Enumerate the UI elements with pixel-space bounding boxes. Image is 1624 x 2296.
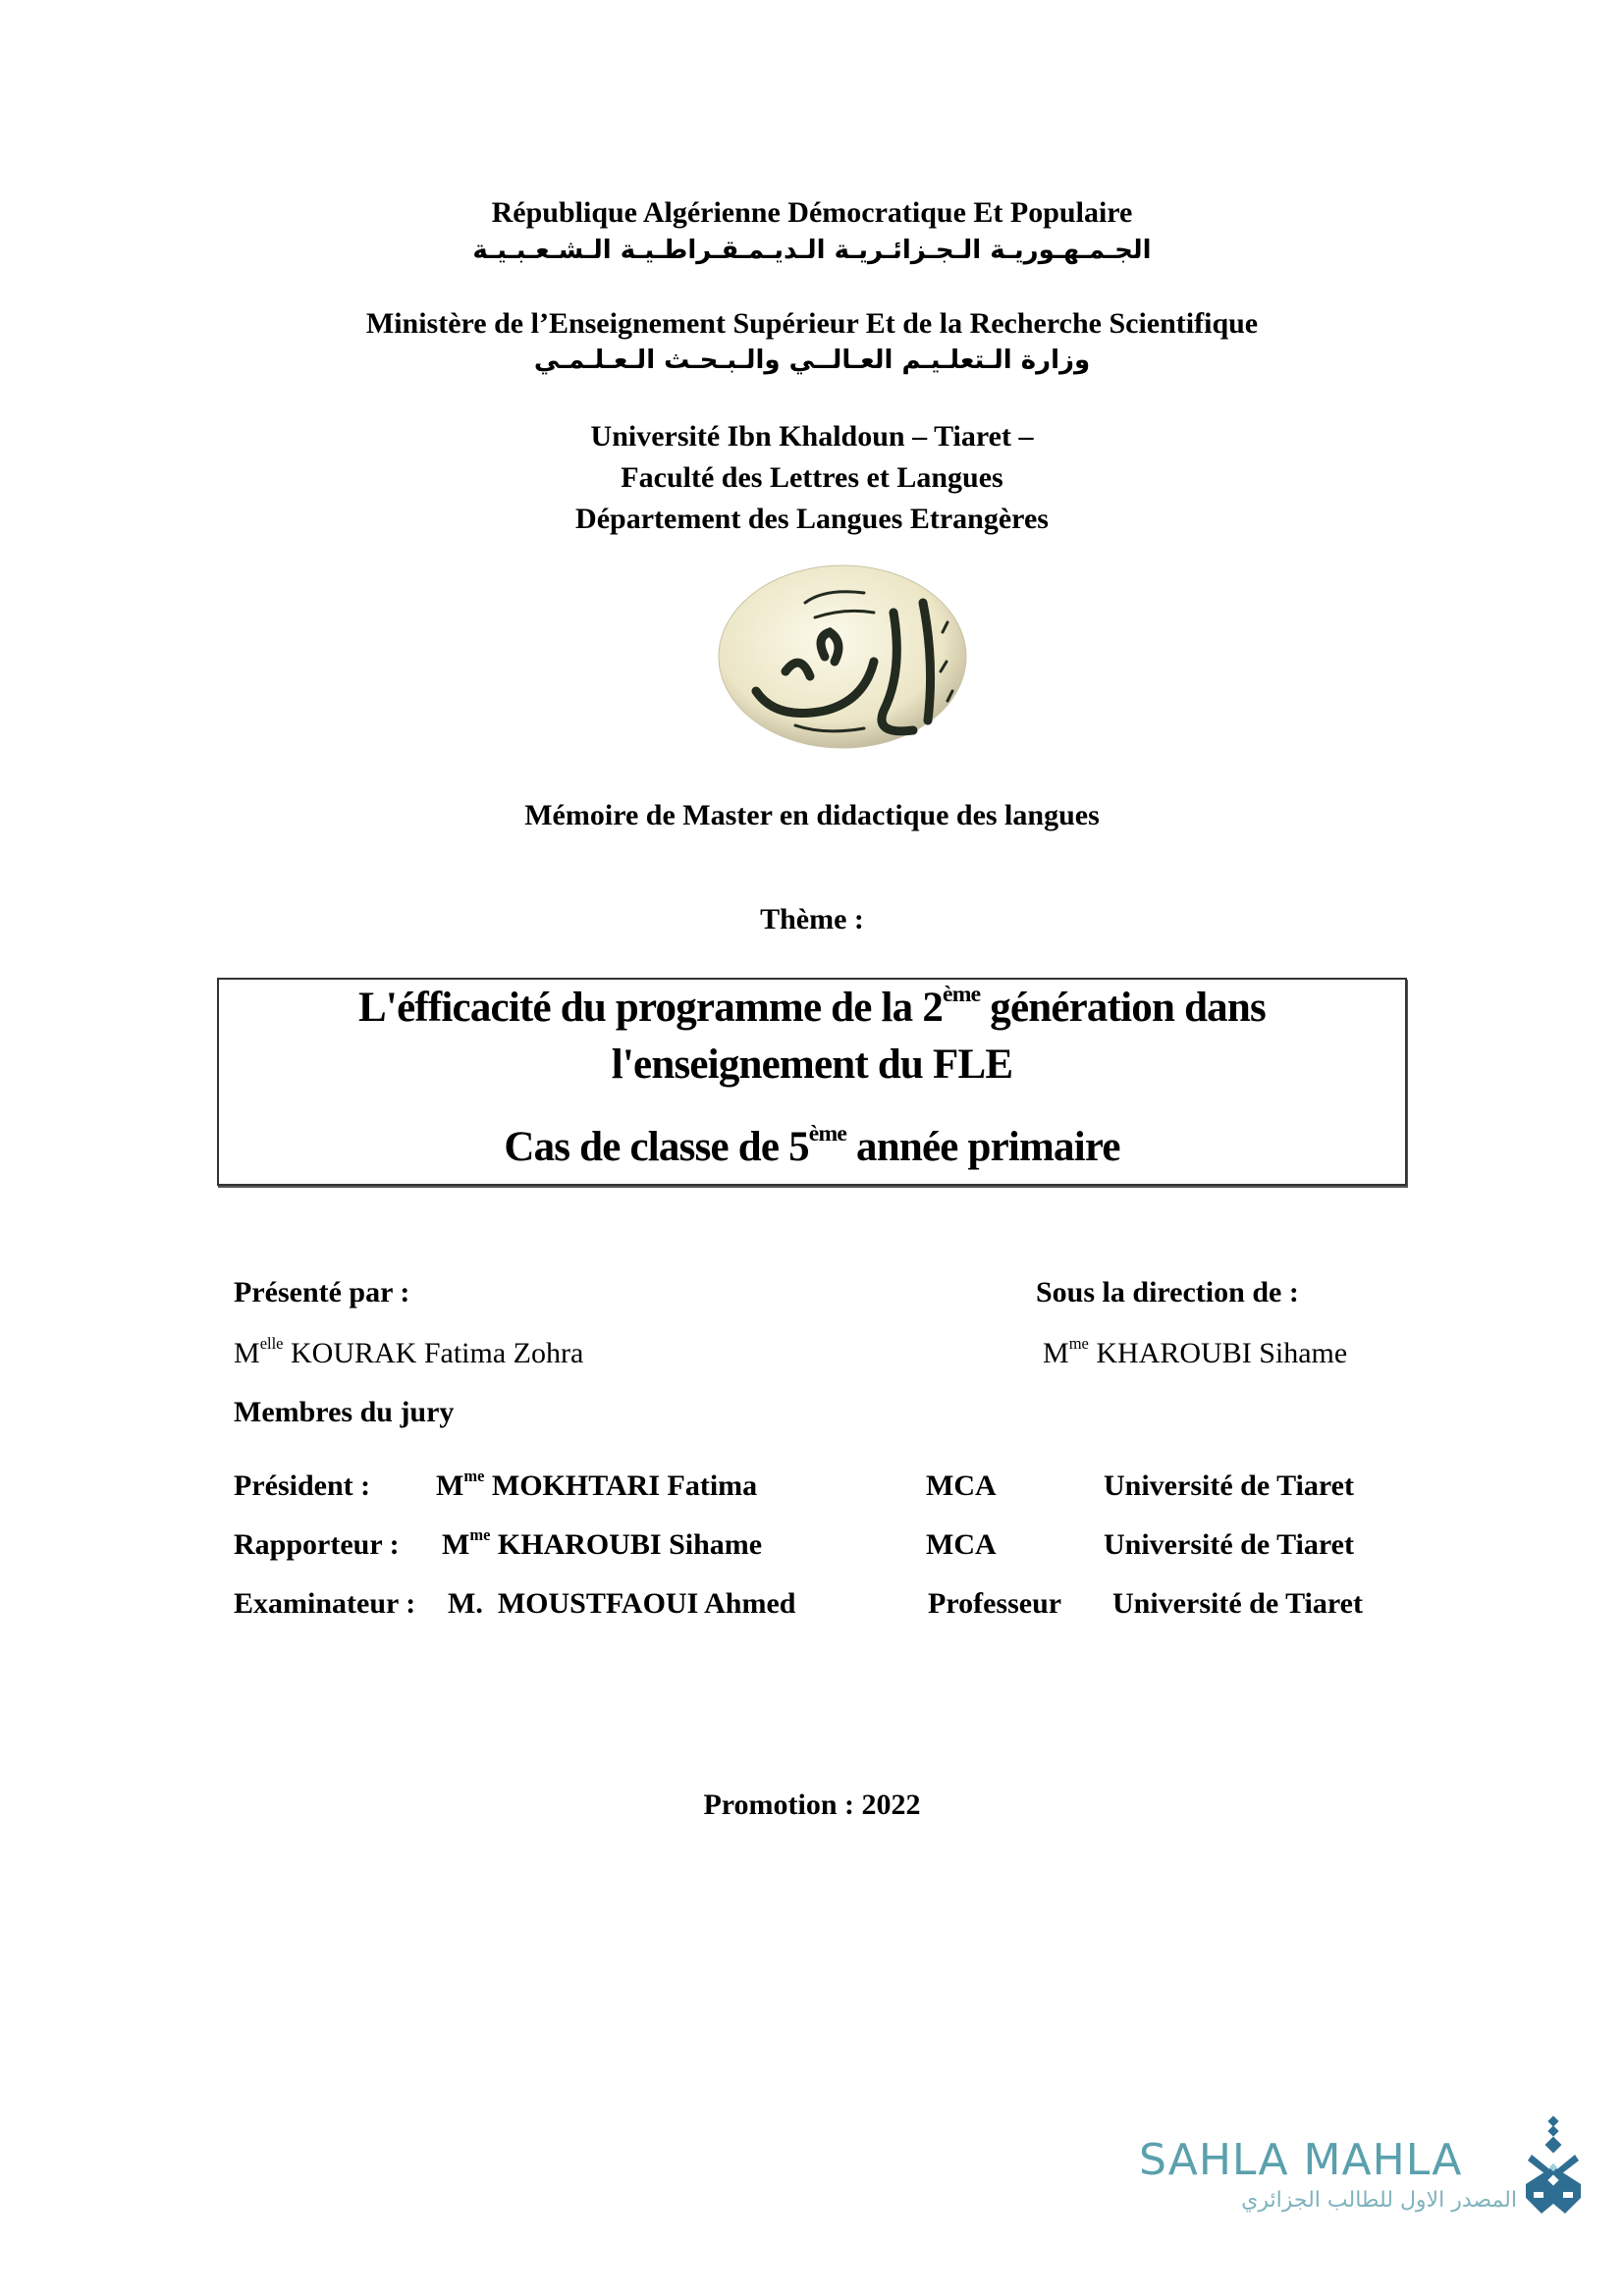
thesis-title-box: [217, 978, 1407, 1186]
university-logo-icon: [717, 563, 968, 750]
jury-name: M. MOUSTFAOUI Ahmed: [448, 1587, 796, 1620]
jury-role: Rapporteur :: [234, 1528, 400, 1561]
presented-by-label: Présenté par :: [234, 1276, 410, 1308]
sahla-mahla-watermark: [1139, 2125, 1591, 2233]
jury-grade: MCA: [926, 1469, 997, 1502]
jury-institution: Université de Tiaret: [1104, 1469, 1354, 1502]
jury-institution: Université de Tiaret: [1104, 1528, 1354, 1561]
republic-fr: République Algérienne Démocratique Et Populaire: [491, 196, 1133, 229]
jury-institution: Université de Tiaret: [1112, 1587, 1363, 1620]
jury-role: Examinateur :: [234, 1587, 416, 1620]
memoire-type: Mémoire de Master en didactique des langues: [524, 799, 1100, 831]
promotion-year: Promotion : 2022: [703, 1789, 921, 1821]
jury-name: $M^{me}$ KHAROUBI Sihame: [442, 1524, 763, 1561]
republic-ar: الجـمـهـوريـة الـجـزائـريـة الـديـمـقـراطـيـة الـشـعـبـيـة: [472, 236, 1152, 265]
jury-name: $M^{me}$ MOKHTARI Fatima: [436, 1466, 758, 1502]
jury-label: Membres du jury: [234, 1396, 455, 1428]
watermark-tagline: المصدر الاول للطالب الجزائري: [1241, 2188, 1517, 2213]
ministry-fr: Ministère de l’Enseignement Supérieur Et de la Recherche Scientifique: [365, 307, 1259, 340]
faculty-name: Faculté des Lettres et Langues: [621, 461, 1003, 494]
supervisor-label: Sous la direction de :: [1036, 1276, 1299, 1308]
thesis-title-line-1: L'éfficacité du programme de la 2ème génération dans: [358, 981, 1266, 1031]
thesis-subtitle: Cas de classe de 5ème année primaire: [504, 1120, 1120, 1170]
jury-grade: MCA: [926, 1528, 997, 1561]
department-name: Département des Langues Etrangères: [575, 503, 1049, 535]
watermark-brand: SAHLA MAHLA: [1139, 2135, 1463, 2185]
jury-role: Président :: [234, 1469, 371, 1502]
sahla-mahla-logo-icon: [1520, 2115, 1589, 2228]
jury-grade: Professeur: [928, 1587, 1062, 1620]
thesis-title-line-2: l'enseignement du FLE: [611, 1041, 1013, 1088]
supervisor-name: $M^{me}$ KHAROUBI Sihame: [1043, 1333, 1348, 1369]
ministry-ar: وزارة الـتعلـيـم العـالــي والـبـحـث الـعـلـمـي: [533, 346, 1091, 375]
theme-label: Thème :: [760, 903, 864, 935]
university-name: Université Ibn Khaldoun – Tiaret –: [590, 420, 1034, 453]
student-name: $M^{elle}$ KOURAK Fatima Zohra: [234, 1333, 584, 1369]
